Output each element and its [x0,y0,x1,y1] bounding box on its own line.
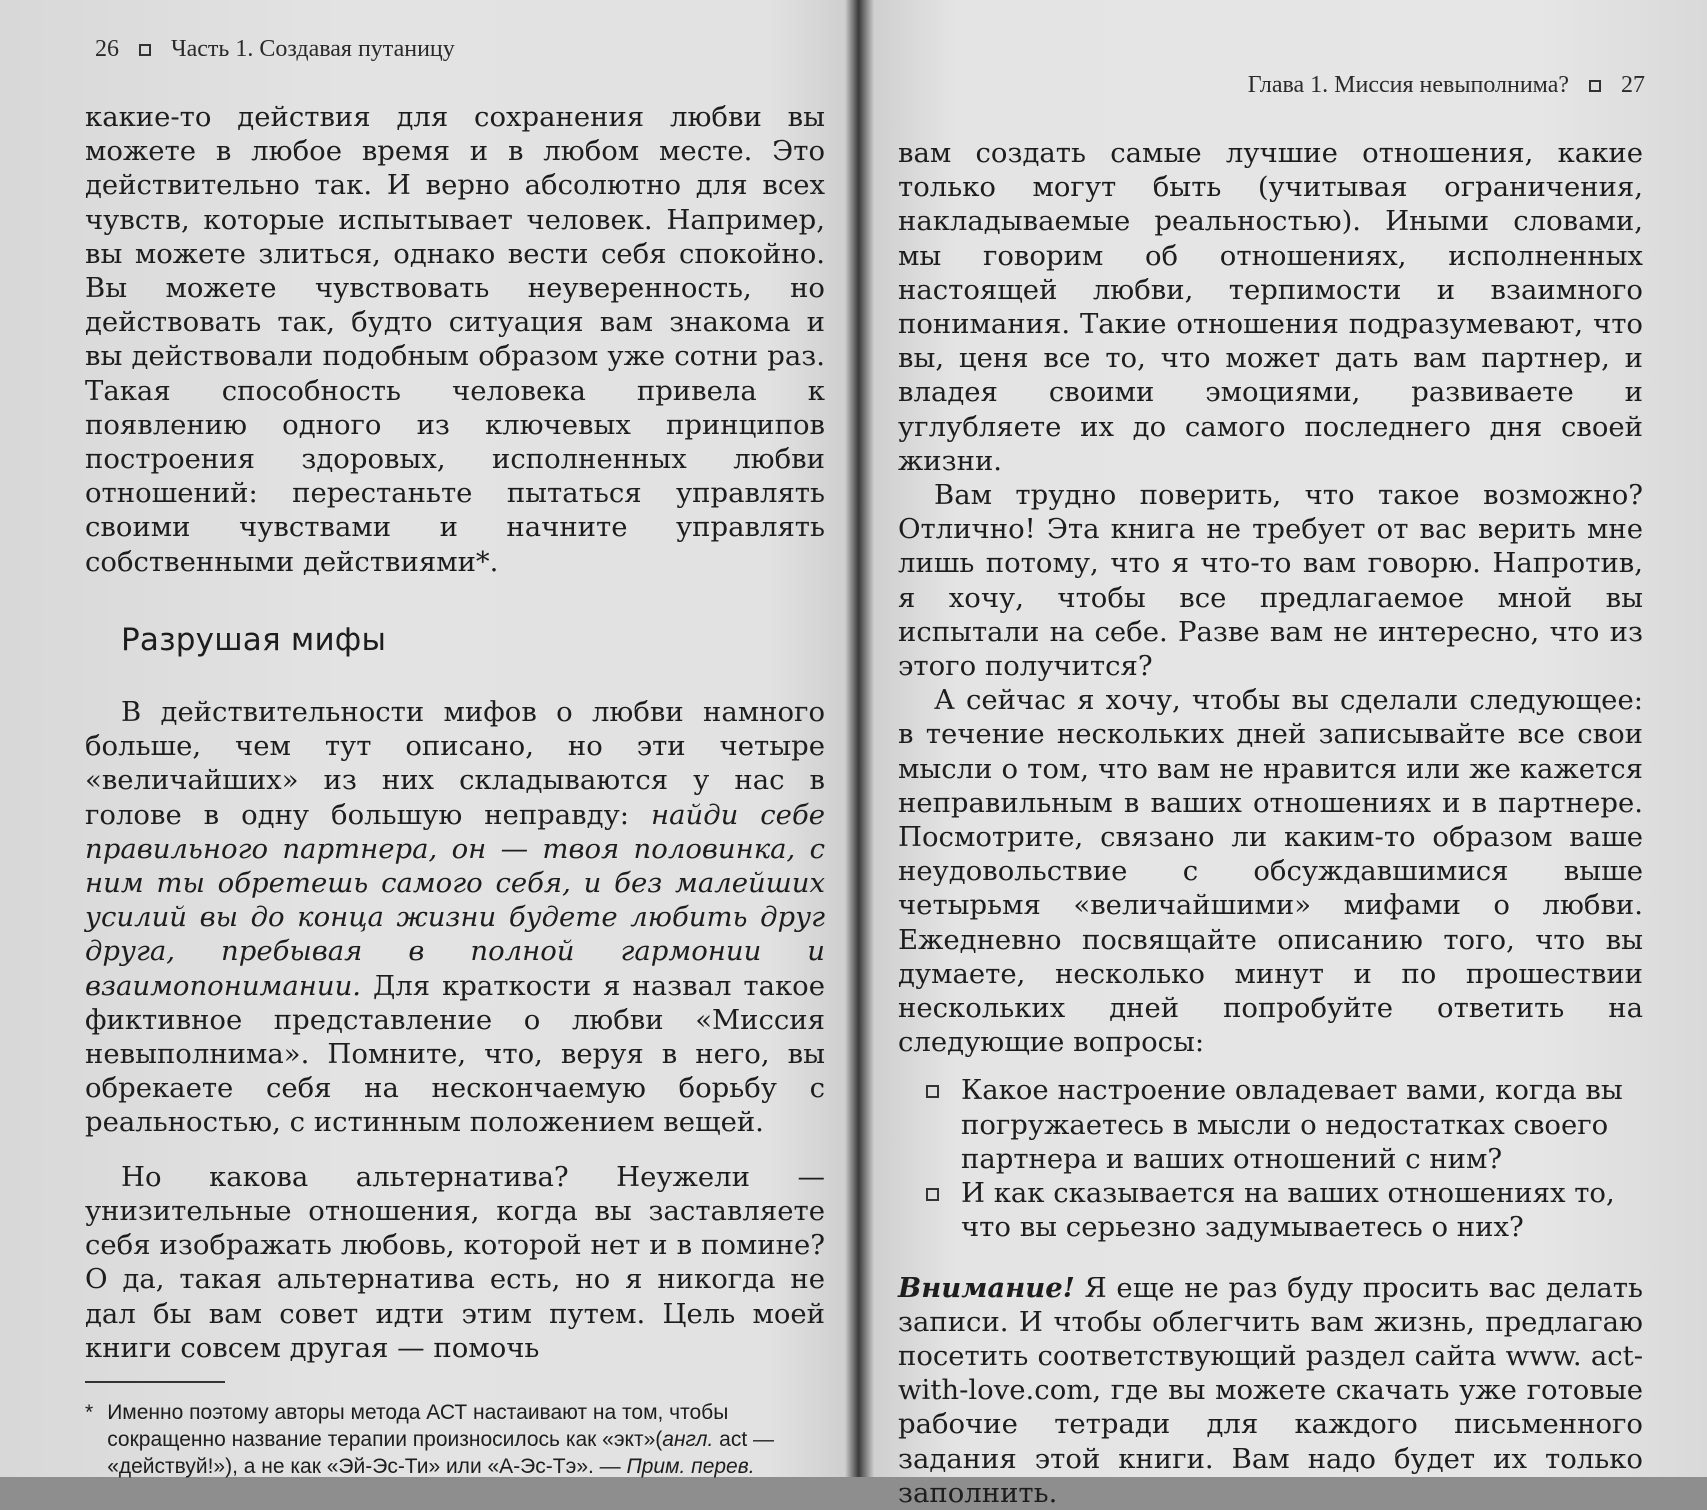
list-item-text: Какое настроение овладевает вами, когда вы погружаетесь в мысли о недостатках своего партнера и ваших отношений с ним? [961,1074,1623,1175]
footnote-mid: act — «действуй!»), а не как «Эй-Эс-Ти» или «А-Эс-Тэ». — [107,1427,775,1478]
footnote-text [107,1399,825,1480]
left-running-title: Часть 1. Создавая путаницу [171,36,455,62]
footnote-mark: * [85,1400,94,1424]
question-list [898,1073,1643,1244]
left-page-number: 26 [95,36,119,62]
left-page [0,0,845,1477]
attention-label: Внимание! [898,1271,1075,1304]
left-paragraph-2-end: Для краткости я назвал такое фиктивное представление о любви «Миссия невыполнима». Помните, что, веруя в него, вы обрекаете себя на нескончаемую борьбу с реальностью, с истинным положением вещей. [85,969,825,1139]
left-running-head [95,36,455,63]
list-item [926,1176,1643,1244]
left-paragraph-2-italic: найди себе правильного партнера, он — твоя половинка, с ним ты обретешь самого себя, и без малейших усилий вы до конца жизни будете любить друг друга, пребывая в полной гармонии и взаимопонимании. [85,798,826,1002]
right-paragraph-2: Вам трудно поверить, что такое возможно? Отлично! Эта книга не требует от вас верить мне лишь потому, что я что-то вам говорю. Напротив, я хочу, чтобы все предлагаемое мной вы испытали на себе. Разве вам не интересно, что из этого получится? [898,479,1643,683]
footnote-divider [85,1381,225,1383]
footnote [85,1399,825,1480]
right-page-number: 27 [1621,72,1645,98]
left-paragraph-3: Но какова альтернатива? Неужели — унизительные отношения, когда вы заставляете себя изображать любовь, которой нет и в помине? О да, такая альтернатива есть, но я никогда не дал бы вам совет идти этим путем. Цель моей книги совсем другая — помочь [85,1160,825,1364]
right-body-text [898,136,1643,1510]
section-heading: Разрушая мифы [121,621,387,658]
footnote-italic-1: англ. [662,1427,714,1451]
list-item-text: И как сказывается на ваших отношениях то, что вы серьезно задумываетесь о них? [961,1177,1615,1244]
right-running-title: Глава 1. Миссия невыполнима? [1247,72,1569,98]
footnote-italic-2: Прим. перев. [626,1454,755,1478]
left-paragraph-1: какие-то действия для сохранения любви вы можете в любое время и в любом месте. Это действительно так. И верно абсолютно для всех чувств, которые испытывает человек. Например, вы можете злиться, однако вести себя спокойно. Вы можете чувствовать неуверенность, но действовать так, будто ситуация вам знакома и вы действовали подобным образом уже сотни раз. Такая способность человека привела к появлению одного из ключевых принципов построения здоровых, исполненных любви отношений: перестаньте пытаться управлять своими чувствами и начните управлять собственными действиями*. [85,101,825,578]
left-paragraph-2 [85,695,825,1140]
right-running-head [1248,72,1645,99]
right-page [868,0,1707,1509]
square-bullet-icon [926,1085,939,1098]
footnote-start: Именно поэтому авторы метода АСТ настаивают на том, чтобы сокращенно название терапии произносилось как «экт»( [107,1400,729,1451]
right-paragraph-1: вам создать самые лучшие отношения, какие только могут быть (учитывая ограничения, накладываемые реальностью). Иными словами, мы говорим об отношениях, исполненных настоящей любви, терпимости и взаимного понимания. Такие отношения подразумевают, что вы, ценя все то, что может дать вам партнер, и владея своими эмоциями, развиваете и углубляете их до самого последнего дня своей жизни. [898,137,1643,477]
square-ornament-icon [1589,80,1601,92]
square-ornament-icon [139,44,151,56]
left-body-text [85,100,825,1480]
list-item [926,1073,1643,1176]
right-paragraph-3: А сейчас я хочу, чтобы вы сделали следующее: в течение нескольких дней записывайте все свои мысли о том, что вам не нравится или же кажется неправильным в ваших отношениях и в партнере. Посмотрите, связано ли каким-то образом ваше неудовольствие с обсуждавшимися выше четырьмя «величайшими» мифами о любви. Ежедневно посвящайте описанию того, что вы думаете, несколько минут и по прошествии нескольких дней попробуйте ответить на следующие вопросы: [898,684,1643,1059]
square-bullet-icon [926,1188,939,1201]
left-paragraph-2-start: В действительности мифов о любви намного больше, чем тут описано, но эти четыре «величайших» из них складываются у нас в голове в одну большую неправду: [85,696,825,831]
attention-note [898,1271,1643,1510]
attention-text: Я еще не раз буду просить вас делать записи. И чтобы облегчить вам жизнь, предлагаю посетить соответствующий раздел сайта www. act-with-love.com, где вы можете скачать уже готовые рабочие тетради для каждого письменного задания этой книги. Вам надо будет их только заполнить. [898,1271,1643,1509]
